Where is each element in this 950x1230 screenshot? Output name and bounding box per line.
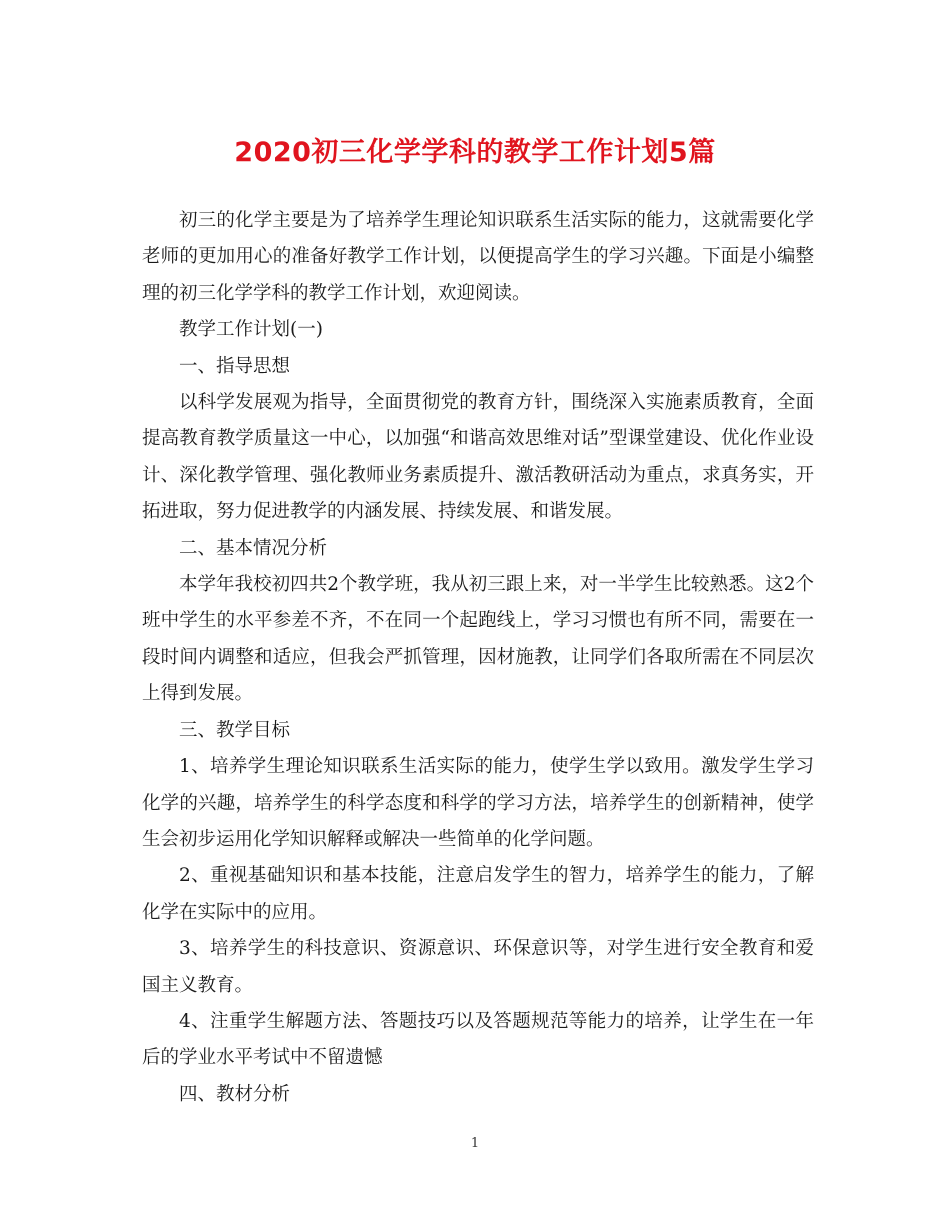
- basic-situation-paragraph: 本学年我校初四共2个教学班，我从初三跟上来，对一半学生比较熟悉。这2个班中学生的水平参差不齐，不在同一个起跑线上，学习习惯也有所不同，需要在一段时间内调整和适应，但我会严抓管理，因材施教，让同学们各取所需在不同层次上得到发展。: [142, 574, 814, 705]
- section-heading-teaching-goals: 三、教学目标: [179, 719, 291, 741]
- goal-item-3: 3、培养学生的科技意识、资源意识、环保意识等，对学生进行安全教育和爱国主义教育。: [142, 938, 814, 996]
- goal-item-4: 4、注重学生解题方法、答题技巧以及答题规范等能力的培养，让学生在一年后的学业水平考试中不留遗憾: [142, 1010, 814, 1069]
- section-heading-textbook-analysis: 四、教材分析: [179, 1083, 291, 1105]
- intro-paragraph: 初三的化学主要是为了培养学生理论知识联系生活实际的能力，这就需要化学老师的更加用心的准备好教学工作计划，以便提高学生的学习兴趣。下面是小编整理的初三化学学科的教学工作计划，欢迎阅读。: [142, 210, 814, 304]
- section-heading-basic-situation: 二、基本情况分析: [179, 537, 328, 559]
- plan-heading: 教学工作计划(一): [179, 319, 323, 341]
- document-title: 2020初三化学学科的教学工作计划5篇: [234, 137, 716, 168]
- guiding-thought-paragraph: 以科学发展观为指导，全面贯彻党的教育方针，围绕深入实施素质教育，全面提高教育教学质量这一中心，以加强“和谐高效思维对话”型课堂建设、优化作业设计、深化教学管理、强化教师业务素质提升、激活教研活动为重点，求真务实，开拓进取，努力促进教学的内涵发展、持续发展、和谐发展。: [142, 392, 814, 523]
- document-body: [142, 203, 814, 1113]
- section-heading-guiding-thought: 一、指导思想: [179, 355, 291, 377]
- page-number: 1: [470, 1136, 480, 1151]
- goal-item-1: 1、培养学生理论知识联系生活实际的能力，使学生学以致用。激发学生学习化学的兴趣，培养学生的科学态度和科学的学习方法，培养学生的创新精神，使学生会初步运用化学知识解释或解决一些简单的化学问题。: [142, 756, 814, 850]
- goal-item-2: 2、重视基础知识和基本技能，注意启发学生的智力，培养学生的能力，了解化学在实际中的应用。: [142, 865, 814, 923]
